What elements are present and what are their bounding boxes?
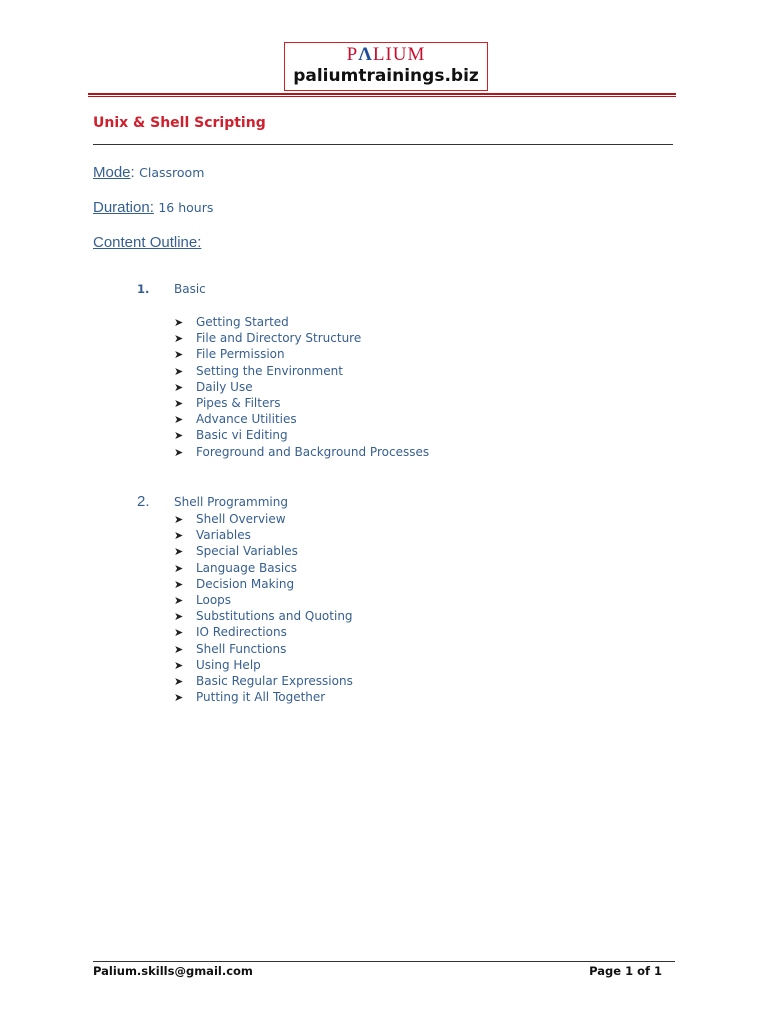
list-item: ➤ Getting Started — [174, 314, 429, 330]
list-item: ➤ Variables — [174, 527, 353, 543]
arrow-bullet-icon: ➤ — [174, 513, 184, 526]
section-2-title: Shell Programming — [174, 495, 288, 509]
footer-email: Palium.skills@gmail.com — [93, 964, 253, 978]
list-item: ➤ Substitutions and Quoting — [174, 608, 353, 624]
arrow-bullet-icon: ➤ — [174, 413, 184, 427]
outline-label: Content Outline: — [93, 234, 202, 251]
title-divider — [93, 144, 673, 145]
arrow-bullet-icon: ➤ — [174, 561, 184, 575]
list-item: ➤ Setting the Environment — [174, 363, 429, 379]
section-1-topics — [174, 314, 429, 460]
arrow-bullet-icon: ➤ — [174, 396, 184, 410]
course-title: Unix & Shell Scripting — [93, 115, 266, 131]
list-item: ➤ Foreground and Background Processes — [174, 444, 429, 460]
list-item: ➤ Daily Use — [174, 379, 429, 395]
list-item: ➤ Decision Making — [174, 576, 353, 592]
arrow-bullet-icon: ➤ — [174, 658, 184, 672]
arrow-bullet-icon: ➤ — [174, 348, 184, 362]
arrow-bullet-icon: ➤ — [174, 429, 184, 443]
section-2-number: 2. — [137, 493, 150, 510]
brand-logo — [284, 42, 488, 91]
arrow-bullet-icon: ➤ — [174, 529, 184, 543]
arrow-bullet-icon: ➤ — [174, 674, 184, 688]
arrow-bullet-icon: ➤ — [174, 316, 184, 329]
list-item: ➤ Shell Overview — [174, 511, 353, 527]
arrow-bullet-icon: ➤ — [174, 610, 184, 624]
arrow-bullet-icon: ➤ — [174, 545, 184, 559]
duration-label: Duration: — [93, 199, 154, 216]
list-item: ➤ Loops — [174, 592, 353, 608]
list-item: ➤ File and Directory Structure — [174, 330, 429, 346]
list-item: ➤ Pipes & Filters — [174, 395, 429, 411]
list-item: ➤ Putting it All Together — [174, 689, 353, 705]
mode-field: Mode: Classroom — [93, 164, 205, 181]
section-2-topics — [174, 511, 353, 705]
list-item: ➤ Shell Functions — [174, 641, 353, 657]
footer-divider — [93, 961, 675, 962]
mode-value: Classroom — [139, 165, 205, 180]
outline-field — [93, 234, 201, 252]
arrow-bullet-icon: ➤ — [174, 332, 184, 346]
duration-field — [93, 199, 213, 217]
list-item: ➤ IO Redirections — [174, 624, 353, 640]
brand-name-a: Λ — [358, 44, 373, 65]
arrow-bullet-icon: ➤ — [174, 364, 184, 378]
list-item: ➤ File Permission — [174, 346, 429, 362]
brand-name-end: LIUM — [372, 44, 426, 65]
brand-name-start: P — [346, 44, 359, 65]
arrow-bullet-icon: ➤ — [174, 445, 184, 459]
brand-name — [285, 45, 487, 65]
brand-website: paliumtrainings.biz — [293, 66, 479, 86]
arrow-bullet-icon: ➤ — [174, 380, 184, 394]
list-item: ➤ Using Help — [174, 657, 353, 673]
arrow-bullet-icon: ➤ — [174, 577, 184, 591]
list-item: ➤ Advance Utilities — [174, 411, 429, 427]
list-item: ➤ Special Variables — [174, 543, 353, 559]
arrow-bullet-icon: ➤ — [174, 642, 184, 656]
list-item: ➤ Basic Regular Expressions — [174, 673, 353, 689]
header-divider — [88, 93, 676, 97]
mode-label: Mode — [93, 164, 131, 181]
list-item: ➤ Language Basics — [174, 560, 353, 576]
list-item: ➤ Basic vi Editing — [174, 427, 429, 443]
section-1-number: 1. — [137, 282, 150, 296]
section-1-title: Basic — [174, 282, 206, 296]
arrow-bullet-icon: ➤ — [174, 691, 184, 705]
arrow-bullet-icon: ➤ — [174, 593, 184, 607]
page-number: Page 1 of 1 — [589, 964, 662, 978]
arrow-bullet-icon: ➤ — [174, 626, 184, 640]
duration-value: 16 hours — [158, 200, 214, 215]
